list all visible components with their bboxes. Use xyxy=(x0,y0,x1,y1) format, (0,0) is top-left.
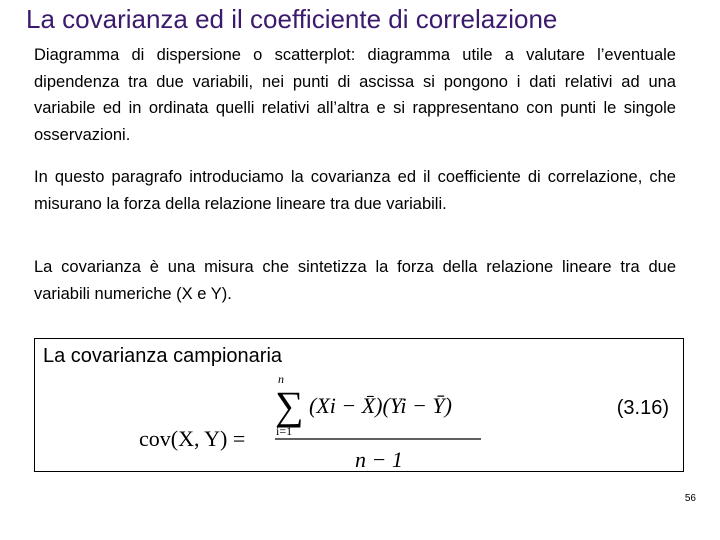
box-title: La covarianza campionaria xyxy=(43,345,283,367)
page-number: 56 xyxy=(684,493,696,504)
summation-icon: ∑ xyxy=(275,383,304,428)
slide-title: La covarianza ed il coefficiente di correlazione xyxy=(26,4,558,34)
paragraph-introduction: In questo paragrafo introduciamo la covarianza ed il coefficiente di correlazione, che misurano la forza della relazione lineare tra due variabili. xyxy=(34,168,676,213)
covariance-formula xyxy=(135,369,515,473)
formula-lhs: cov(X, Y) = xyxy=(139,426,246,451)
formula-denominator: n − 1 xyxy=(355,447,403,472)
equation-number: (3.16) xyxy=(616,397,669,419)
sum-upper-limit: n xyxy=(278,372,284,386)
formula-numerator: (Xi − X̄)(Yi − Ȳ) xyxy=(309,393,452,418)
sample-covariance-box xyxy=(34,338,684,472)
paragraph-covariance-definition: La covarianza è una misura che sintetizza la forza della relazione lineare tra due variabili numeriche (X e Y). xyxy=(34,258,676,303)
sum-lower-limit: i=1 xyxy=(276,424,293,438)
paragraph-scatterplot: Diagramma di dispersione o scatterplot: diagramma utile a valutare l’eventuale dipendenza tra due variabili, nei punti di ascissa si pongono i dati relativi ad una variabile ed in ordinata quelli relativi all’altra e si rappresentano con punti le singole osservazioni. xyxy=(34,46,676,144)
